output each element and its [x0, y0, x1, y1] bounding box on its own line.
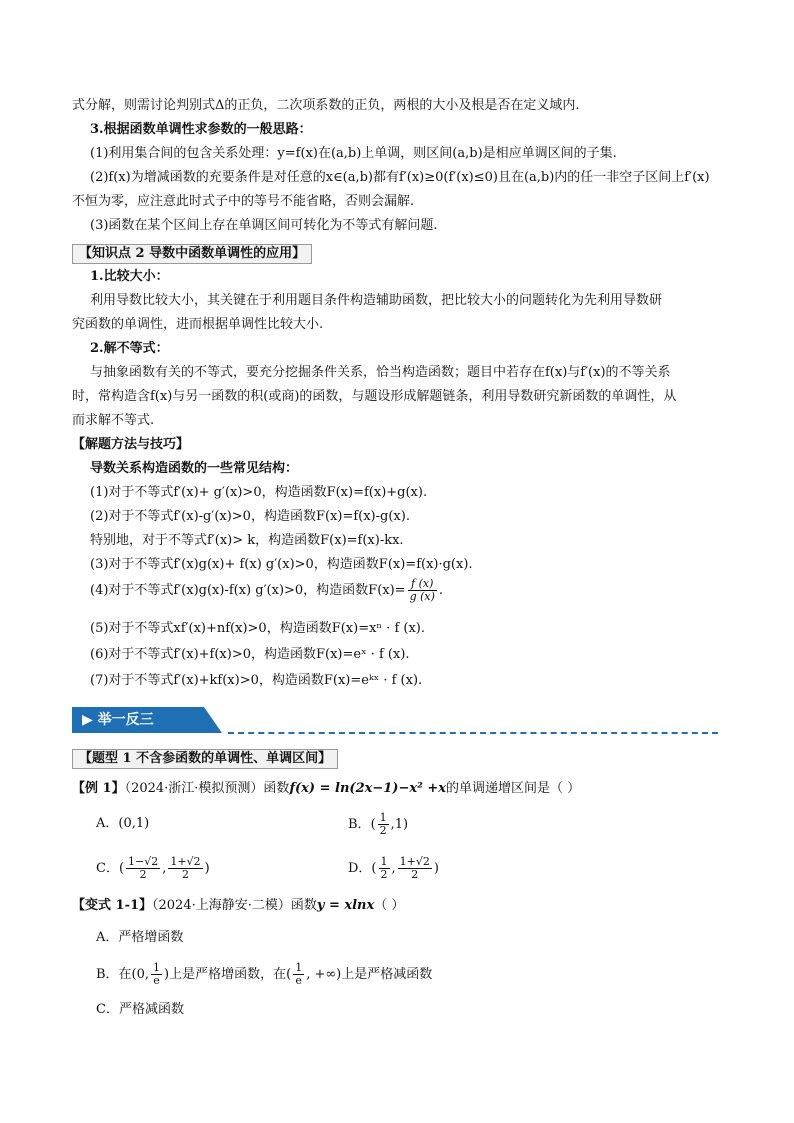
fraction-numerator: 1 — [379, 811, 387, 824]
variant-option-b[interactable] — [96, 962, 432, 987]
fraction — [168, 856, 202, 881]
fraction-denominator: g (x) — [409, 590, 435, 603]
text-line: (2)对于不等式f′(x)-g′(x)>0，构造函数F(x)=f(x)-g(x). — [90, 509, 410, 524]
option-c[interactable]: C．( $\frac{1-√2}{2}$ , $\frac{1+√2}{2}$ ) — [96, 855, 210, 881]
fraction-denominator: e — [153, 974, 160, 987]
text-line: 时，常构造含f(x)与另一函数的积(或商)的函数，与题设形成解题链条，利用导数研究新函数的单调性，从 — [72, 389, 677, 404]
text-line — [90, 578, 443, 603]
subheading: 3.根据函数单调性求参数的一般思路： — [90, 122, 312, 137]
option-label: D．( — [348, 861, 377, 876]
option-b[interactable]: B．( $\frac{1}{2}$ ,1) — [348, 811, 409, 837]
option-label: C．( — [96, 861, 125, 876]
example-label: 【例 1】 — [72, 781, 125, 796]
option-close: ) — [433, 861, 439, 876]
knowledge-point-2-heading: 【知识点 2 导数中函数单调性的应用】 — [72, 244, 312, 264]
option-close: ) — [204, 861, 210, 876]
option-d[interactable]: D．( $\frac{1}{2}$ , $\frac{1+√2}{2}$ ) — [348, 855, 439, 881]
variant-label: 【变式 1-1】 — [72, 898, 153, 913]
text-line: (1)对于不等式f′(x)+ g′(x)>0，构造函数F(x)=f(x)+g(x). — [90, 485, 428, 500]
fraction — [293, 962, 304, 987]
subheading: 导数关系构造函数的一些常见结构： — [90, 461, 299, 476]
option-rest: ,1) — [390, 817, 409, 832]
fraction-denominator: 2 — [139, 868, 147, 881]
text-line: (1)利用集合间的包含关系处理：y=f(x)在(a,b)上单调，则区间(a,b)是相应单调区间的子集. — [90, 146, 617, 161]
text-line: 特别地，对于不等式f′(x)> k，构造函数F(x)=f(x)-kx. — [90, 533, 404, 548]
option-text: , +∞)上是严格减函数 — [306, 967, 433, 982]
variant-1-1-question — [72, 897, 404, 915]
text-line: 不恒为零，应注意此时式子中的等号不能省略，否则会漏解. — [72, 194, 415, 209]
fraction-numerator: 1−√2 — [128, 855, 159, 868]
option-text: B．在(0, — [96, 967, 150, 982]
variant-formula: y = xlnx — [316, 898, 375, 913]
fraction — [379, 856, 390, 881]
example-tail: 的单调递增区间是（ ） — [445, 781, 581, 796]
fraction — [151, 962, 162, 987]
text-line: 究函数的单调性，进而根据单调性比较大小. — [72, 317, 324, 332]
fraction-denominator: 2 — [182, 868, 190, 881]
text-line: (7)对于不等式f′(x)+kf(x)>0，构造函数F(x)=eᵏˣ · f (x). — [90, 673, 423, 688]
fraction-denominator: 2 — [411, 868, 419, 881]
fraction — [398, 856, 432, 881]
text-line: 式分解，则需讨论判别式Δ的正负，二次项系数的正负，两根的大小及根是否在定义域内. — [72, 98, 580, 113]
fraction-numerator: 1+√2 — [399, 855, 430, 868]
example-source: （2024·浙江·模拟预测）函数 — [124, 781, 290, 796]
type-1-heading: 【题型 1 不含参函数的单调性、单调区间】 — [72, 749, 338, 769]
text-line: (6)对于不等式f′(x)+f(x)>0，构造函数F(x)=eˣ · f (x). — [90, 647, 410, 662]
fraction-numerator: f (x) — [408, 578, 437, 591]
subheading: 2.解不等式： — [90, 341, 169, 356]
fraction-numerator: 1+√2 — [170, 855, 201, 868]
fraction-numerator: 1 — [380, 855, 388, 868]
option-label: B． — [348, 817, 371, 832]
variant-option-a[interactable]: A．严格增函数 — [96, 930, 184, 945]
method-heading: 【解题方法与技巧】 — [72, 437, 190, 452]
fraction-denominator: e — [295, 974, 302, 987]
banner-label: ▶ 举一反三 — [82, 712, 154, 728]
example-formula: f(x) = ln(2x−1)−x² +x — [289, 781, 446, 796]
fraction — [378, 812, 389, 837]
text-line: (3)函数在某个区间上存在单调区间可转化为不等式有解问题. — [90, 218, 438, 233]
text-line: 而求解不等式. — [72, 413, 155, 428]
text-segment: (4)对于不等式f′(x)g(x)-f(x) g′(x)>0，构造函数F(x)= — [90, 583, 406, 598]
fraction-denominator: 2 — [380, 868, 388, 881]
fraction — [408, 578, 437, 603]
fraction-denominator: 2 — [379, 824, 387, 837]
dashed-divider — [228, 732, 718, 734]
example-1-question — [72, 780, 580, 798]
text-line: (5)对于不等式xf′(x)+nf(x)>0，构造函数F(x)=xⁿ · f (x). — [90, 621, 425, 636]
section-banner — [72, 707, 222, 733]
option-text: )上是严格增函数，在( — [164, 967, 292, 982]
text-line: 利用导数比较大小，其关键在于利用题目条件构造辅助函数，把比较大小的问题转化为先利用导数研 — [90, 293, 663, 308]
text-line: 与抽象函数有关的不等式，要充分挖掘条件关系，恰当构造函数；题目中若存在f(x)与f′(x)的不等关系 — [90, 365, 671, 380]
option-a[interactable]: A．(0,1) — [96, 816, 150, 831]
text-segment: . — [438, 583, 444, 598]
text-line: (2)f(x)为增减函数的充要条件是对任意的x∈(a,b)都有f′(x)≥0(f′(x)≤0)且在(a,b)内的任一非空子区间上f′(x) — [90, 170, 710, 185]
fraction-numerator: 1 — [153, 961, 161, 974]
variant-source: （2024·上海静安·二模）函数 — [152, 898, 317, 913]
fraction-numerator: 1 — [295, 961, 303, 974]
text-line: (3)对于不等式f′(x)g(x)+ f(x) g′(x)>0，构造函数F(x)=f(x)·g(x). — [90, 557, 473, 572]
variant-tail: （ ） — [374, 898, 405, 913]
subheading: 1.比较大小： — [90, 269, 169, 284]
fraction — [126, 856, 160, 881]
variant-option-c[interactable]: C．严格减函数 — [96, 1002, 184, 1017]
